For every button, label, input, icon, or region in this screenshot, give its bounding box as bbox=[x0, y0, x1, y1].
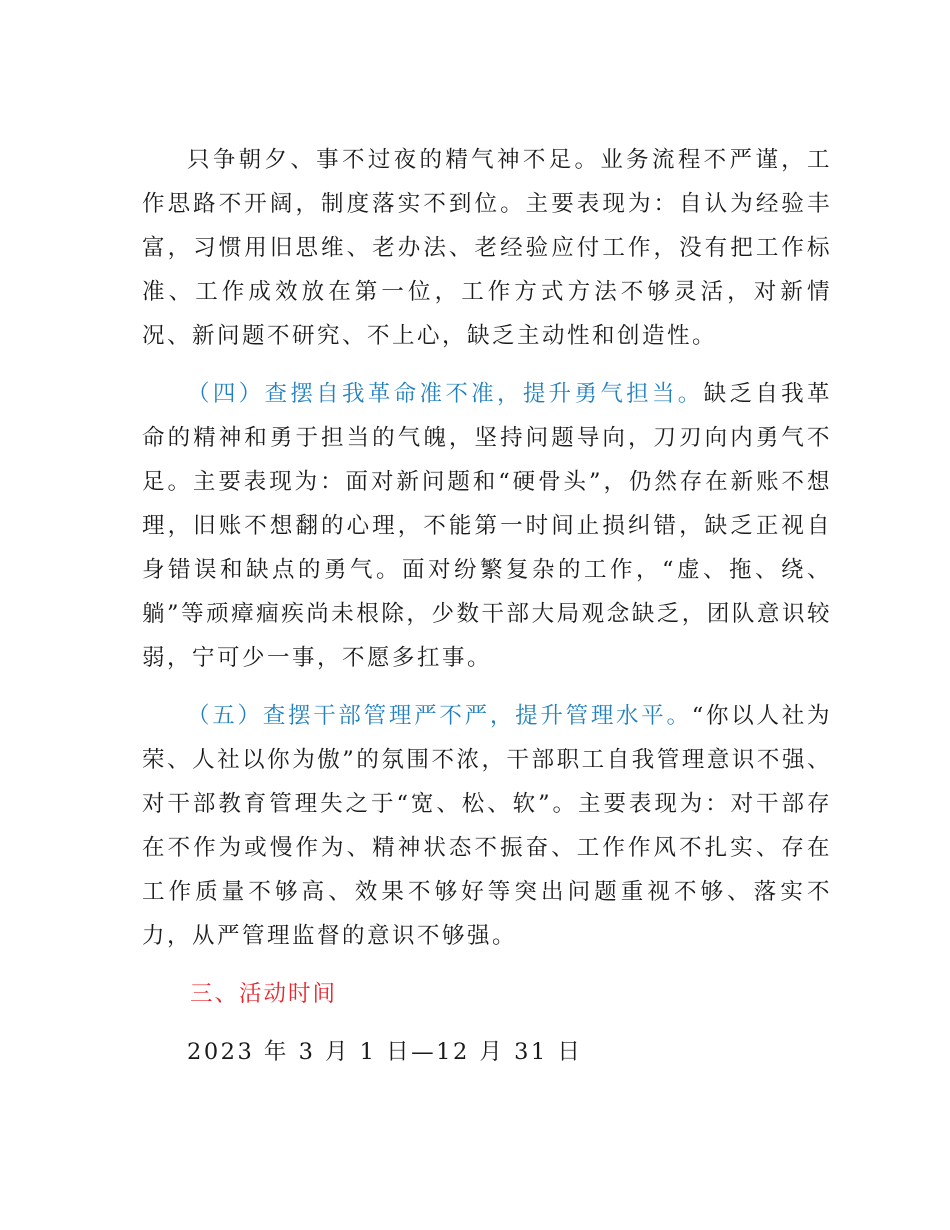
section-heading: 三、活动时间 bbox=[190, 981, 338, 1007]
paragraph-text: “你以人社为荣、人社以你为傲”的氛围不浓，干部职工自我管理意识不强、对干部教育管理失之于“宽、松、软”。主要表现为：对干部存在不作为或慢作为、精神状态不振奋、工作作风不扎实、存在工作质量不够高、效果不够好等突出问题重视不够、落实不力，从严管理监督的意识不够强。 bbox=[142, 703, 832, 949]
body-paragraph-3 bbox=[142, 694, 832, 958]
paragraph-text: 只争朝夕、事不过夜的精气神不足。业务流程不严谨，工作思路不开阔，制度落实不到位。主要表现为：自认为经验丰富，习惯用旧思维、老办法、老经验应付工作，没有把工作标准、工作成效放在第一位，工作方式方法不够灵活，对新情况、新问题不研究、不上心，缺乏主动性和创造性。 bbox=[142, 147, 832, 349]
paragraph-gap bbox=[142, 358, 832, 372]
paragraph-text: 缺乏自我革命的精神和勇于担当的气魄，坚持问题导向，刀刃向内勇气不足。主要表现为：面对新问题和“硬骨头”，仍然存在新账不想理，旧账不想翻的心理，不能第一时间止损纠错，缺乏正视自身错误和缺点的勇气。面对纷繁复杂的工作，“虚、拖、绕、躺”等顽瘴痼疾尚未根除，少数干部大局观念缺乏，团队意识较弱，宁可少一事，不愿多扛事。 bbox=[142, 381, 832, 671]
subheading-inline-5: （五）查摆干部管理严不严，提升管理水平。 bbox=[187, 703, 692, 729]
document-page bbox=[142, 138, 832, 1074]
paragraph-gap bbox=[142, 958, 832, 972]
activity-date-range: 2023 年 3 月 1 日—12 月 31 日 bbox=[187, 1039, 583, 1065]
body-paragraph-2 bbox=[142, 372, 832, 680]
paragraph-gap bbox=[142, 680, 832, 694]
paragraph-gap bbox=[142, 1016, 832, 1030]
body-paragraph-1 bbox=[142, 138, 832, 358]
subheading-inline-4: （四）查摆自我革命准不准，提升勇气担当。 bbox=[187, 381, 704, 407]
